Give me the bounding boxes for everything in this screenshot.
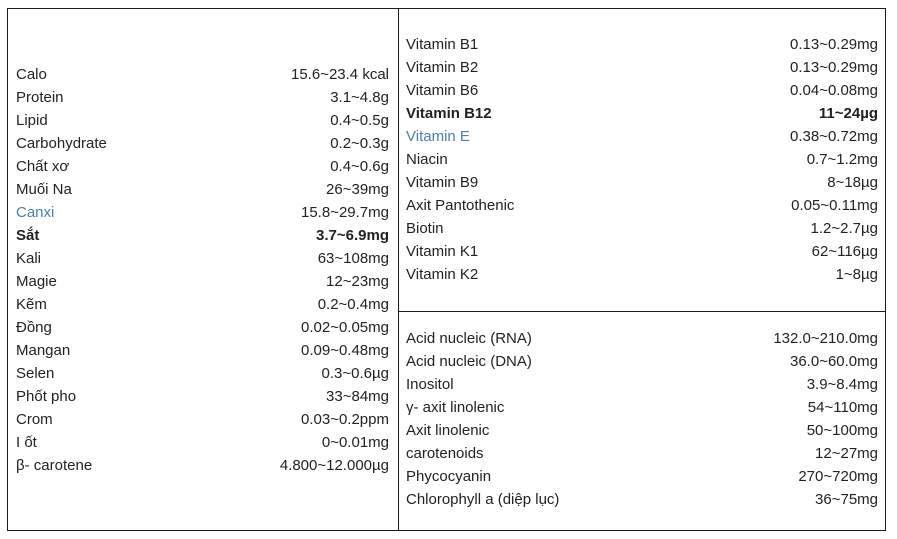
table-row	[406, 82, 878, 105]
table-row	[16, 411, 389, 434]
table-row	[16, 204, 389, 227]
nutrient-name: Selen	[16, 365, 55, 382]
nutrient-name: β- carotene	[16, 457, 93, 474]
table-row	[16, 112, 389, 135]
table-row	[16, 273, 389, 296]
nutrient-value: 11~24µg	[818, 105, 878, 122]
nutrient-value: 0.2~0.3g	[330, 135, 389, 152]
nutrient-name: Đồng	[16, 319, 52, 336]
table-row	[16, 434, 389, 457]
nutrient-name: Vitamin B1	[406, 36, 479, 53]
nutrient-value: 36~75mg	[815, 491, 878, 508]
table-row	[406, 468, 878, 491]
table-row	[16, 365, 389, 388]
table-row	[406, 105, 878, 128]
nutrient-name: Vitamin K2	[406, 266, 479, 283]
nutrient-value: 50~100mg	[806, 422, 878, 439]
nutrient-value: 0.03~0.2ppm	[301, 411, 389, 428]
table-row	[16, 319, 389, 342]
nutrient-value: 0.2~0.4mg	[317, 296, 389, 313]
table-row	[406, 399, 878, 422]
table-row	[16, 158, 389, 181]
nutrient-name: Vitamin B2	[406, 59, 479, 76]
nutrient-name: Kali	[16, 250, 42, 267]
nutrient-name: Phốt pho	[16, 388, 77, 405]
vitamin-e-link[interactable]: Vitamin E	[406, 128, 470, 145]
nutrient-name: carotenoids	[406, 445, 484, 462]
nutrient-name: Niacin	[406, 151, 448, 168]
nutrient-value: 0.38~0.72mg	[790, 128, 878, 145]
nutrient-value: 0.09~0.48mg	[301, 342, 389, 359]
nutrient-name: Biotin	[406, 220, 444, 237]
table-row	[406, 151, 878, 174]
table-row	[406, 59, 878, 82]
nutrient-name: Muối Na	[16, 181, 72, 198]
table-row	[16, 296, 389, 319]
nutrient-value: 0.13~0.29mg	[790, 36, 878, 53]
nutrient-name: Phycocyanin	[406, 468, 492, 485]
nutrient-value: 0.7~1.2mg	[806, 151, 878, 168]
nutrient-name: Chất xơ	[16, 158, 70, 175]
table-row	[16, 181, 389, 204]
table-row	[406, 197, 878, 220]
nutrient-name: Crom	[16, 411, 53, 428]
nutrient-value: 63~108mg	[317, 250, 389, 267]
table-row	[406, 491, 878, 514]
nutrient-name: Calo	[16, 66, 47, 83]
nutrient-name: Protein	[16, 89, 64, 106]
nutrient-name: Chlorophyll a (diệp lục)	[406, 491, 560, 508]
nutrient-name: Vitamin K1	[406, 243, 479, 260]
nutrient-value: 12~27mg	[815, 445, 878, 462]
nutrient-value: 0.02~0.05mg	[301, 319, 389, 336]
nutrient-name: Inositol	[406, 376, 454, 393]
other-nutrients-column	[406, 330, 878, 514]
table-row	[406, 220, 878, 243]
table-row	[16, 66, 389, 89]
nutrient-value: 0~0.01mg	[321, 434, 389, 451]
nutrient-value: 54~110mg	[807, 399, 878, 416]
table-row	[406, 36, 878, 59]
table-row	[16, 388, 389, 411]
nutrient-value: 0.4~0.5g	[330, 112, 389, 129]
nutrient-value: 0.04~0.08mg	[790, 82, 878, 99]
nutrient-name: Vitamin B12	[406, 105, 492, 122]
nutrient-value: 26~39mg	[326, 181, 389, 198]
table-row	[406, 128, 878, 151]
nutrient-value: 0.05~0.11mg	[791, 197, 878, 214]
nutrient-name: Sắt	[16, 227, 40, 244]
nutrient-value: 270~720mg	[798, 468, 878, 485]
table-row	[16, 457, 389, 480]
nutrient-name: Vitamin B6	[406, 82, 479, 99]
nutrition-table	[7, 8, 886, 531]
nutrient-value: 8~18µg	[827, 174, 878, 191]
nutrient-name: I ốt	[16, 434, 37, 451]
table-row	[406, 353, 878, 376]
nutrient-value: 1.2~2.7µg	[810, 220, 878, 237]
nutrient-name: Acid nucleic (DNA)	[406, 353, 532, 370]
column-divider	[398, 9, 399, 530]
nutrient-value: 15.8~29.7mg	[301, 204, 389, 221]
nutrient-value: 0.13~0.29mg	[790, 59, 878, 76]
nutrient-value: 0.3~0.6µg	[321, 365, 389, 382]
nutrient-value: 1~8µg	[835, 266, 878, 283]
nutrient-value: 3.7~6.9mg	[316, 227, 389, 244]
nutrient-value: 0.4~0.6g	[330, 158, 389, 175]
table-row	[406, 376, 878, 399]
table-row	[16, 227, 389, 250]
nutrient-name: Kẽm	[16, 296, 47, 313]
nutrient-name: Axit linolenic	[406, 422, 490, 439]
nutrient-value: 33~84mg	[326, 388, 389, 405]
table-row	[406, 174, 878, 197]
table-row	[16, 135, 389, 158]
nutrient-value: 12~23mg	[326, 273, 389, 290]
table-row	[16, 89, 389, 112]
table-row	[406, 422, 878, 445]
minerals-column	[16, 66, 389, 480]
table-row	[406, 243, 878, 266]
nutrient-value: 3.1~4.8g	[330, 89, 389, 106]
nutrient-value: 132.0~210.0mg	[773, 330, 878, 347]
nutrient-name: Lipid	[16, 112, 48, 129]
nutrient-value: 36.0~60.0mg	[790, 353, 878, 370]
nutrient-value: 3.9~8.4mg	[806, 376, 878, 393]
nutrient-name: Magie	[16, 273, 57, 290]
nutrient-name: Acid nucleic (RNA)	[406, 330, 532, 347]
nutrient-name: γ- axit linolenic	[406, 399, 505, 416]
nutrient-name: Mangan	[16, 342, 71, 359]
table-row	[406, 330, 878, 353]
section-divider	[399, 311, 885, 312]
nutrient-name: Carbohydrate	[16, 135, 107, 152]
table-row	[16, 250, 389, 273]
vitamins-column	[406, 36, 878, 289]
table-row	[406, 445, 878, 468]
nutrient-value: 15.6~23.4 kcal	[291, 66, 389, 83]
nutrient-name: Axit Pantothenic	[406, 197, 515, 214]
canxi-link[interactable]: Canxi	[16, 204, 55, 221]
table-row	[406, 266, 878, 289]
nutrient-value: 4.800~12.000µg	[279, 457, 389, 474]
nutrient-name: Vitamin B9	[406, 174, 479, 191]
table-row	[16, 342, 389, 365]
nutrient-value: 62~116µg	[811, 243, 878, 260]
